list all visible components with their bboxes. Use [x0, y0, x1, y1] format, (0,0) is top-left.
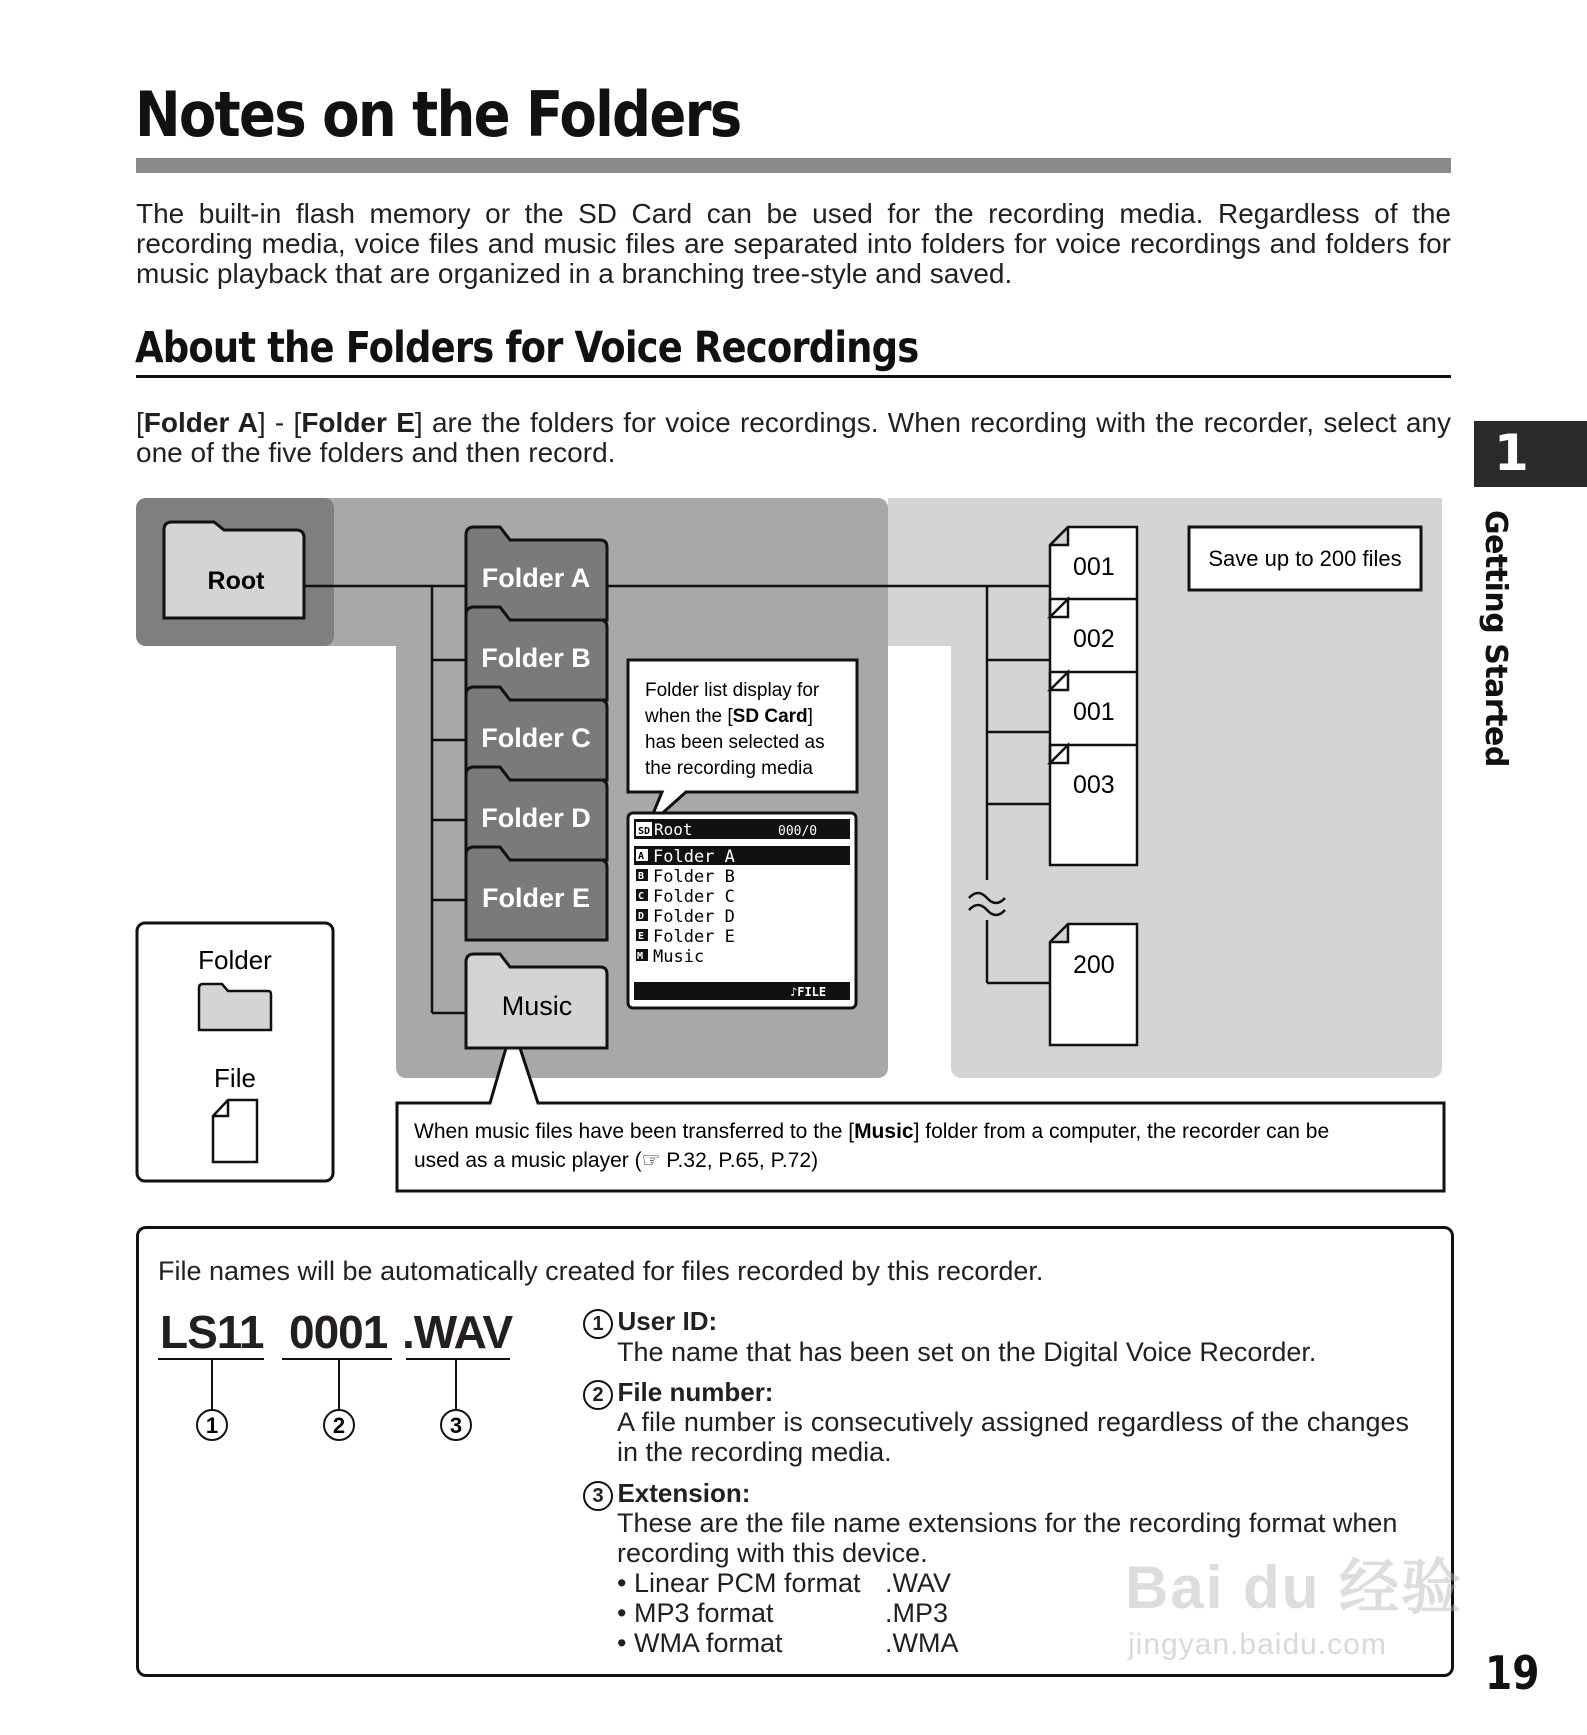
file-200-icon [1050, 924, 1137, 1045]
file-label-5: 200 [1073, 951, 1115, 979]
marker-2: 2 [332, 1413, 346, 1438]
music-folder-label: Music [501, 991, 573, 1021]
save-note-label: Save up to 200 files [1208, 546, 1402, 571]
chapter-number: 1 [1494, 424, 1529, 482]
watermark-brand: Bai du 经验 [1125, 1554, 1464, 1621]
legend-file-label: File [214, 1063, 256, 1093]
file-label-1: 001 [1073, 553, 1115, 581]
filename-part-userid: LS11 [160, 1306, 264, 1358]
item-1-title: User ID: [617, 1306, 718, 1336]
file-label-3: 001 [1073, 698, 1115, 726]
marker-1: 1 [205, 1413, 219, 1438]
lcd-display [628, 813, 856, 1008]
chapter-label: Getting Started [1478, 510, 1513, 767]
lcd-badge-e-text: E [638, 931, 645, 942]
format-row [617, 1568, 959, 1598]
page-number: 19 [1485, 1646, 1540, 1700]
format-row [617, 1628, 959, 1658]
item-extension-head [583, 1478, 750, 1511]
music-note-line-2: used as a music player (☞ P.32, P.65, P.72) [414, 1149, 819, 1172]
item-3-number: 3 [583, 1481, 613, 1511]
lcd-row-folder-b: Folder B [653, 867, 735, 887]
format-row [617, 1598, 959, 1628]
lcd-badge-a-text: A [638, 851, 645, 862]
folder-a-label: Folder A [481, 563, 591, 593]
folder-a-ref: Folder A [143, 407, 258, 438]
file-label-2: 002 [1073, 625, 1115, 653]
format-ext: .WAV [885, 1568, 951, 1598]
lcd-footer-label: ♪FILE [790, 985, 827, 999]
item-userid-head [583, 1306, 717, 1339]
lcd-row-folder-d: Folder D [653, 907, 735, 927]
section-paragraph: [Folder A] - [Folder E] are the folders for voice recordings. When recording with the recorder, select any one of the five folders and then record. [136, 407, 1451, 468]
music-note-line-1: When music files have been transferred to the [Music] folder from a computer, the recorder can be [414, 1120, 1330, 1143]
item-3-title: Extension: [617, 1478, 751, 1508]
callout-line-2: when the [SD Card] [645, 706, 813, 727]
lcd-row-folder-a: Folder A [653, 847, 735, 867]
lcd-row-music: Music [653, 947, 705, 967]
watermark-url: jingyan.baidu.com [1128, 1628, 1387, 1661]
lcd-header-title: Root [654, 820, 693, 839]
legend-folder-label: Folder [198, 945, 272, 975]
format-ext: .MP3 [885, 1598, 949, 1628]
filename-part-extension: .WAV [402, 1306, 513, 1358]
item-2-number: 2 [583, 1380, 613, 1410]
lcd-badge-c-text: C [638, 891, 645, 902]
filename-intro: File names will be automatically created for files recorded by this recorder. [158, 1256, 1044, 1286]
filename-part-number: 0001 [289, 1306, 388, 1358]
lcd-row-folder-c: Folder C [653, 887, 735, 907]
folder-e-label: Folder E [481, 883, 591, 913]
folder-d-label: Folder D [481, 803, 591, 833]
callout-line-1: Folder list display for [645, 680, 820, 701]
lcd-badge-d-text: D [638, 911, 645, 922]
callout-line-3: has been selected as [645, 732, 825, 753]
folder-e [466, 847, 607, 940]
lcd-sd-label: SD [638, 826, 651, 837]
format-ext: .WMA [885, 1628, 959, 1658]
item-2-title: File number: [617, 1377, 774, 1407]
lcd-row-folder-e: Folder E [653, 927, 735, 947]
folder-e-ref: Folder E [301, 407, 415, 438]
callout-line-4: the recording media [645, 758, 813, 779]
item-1-number: 1 [583, 1309, 613, 1339]
section-title: About the Folders for Voice Recordings [135, 323, 919, 373]
folder-c-label: Folder C [481, 723, 591, 753]
page-title: Notes on the Folders [135, 78, 741, 151]
item-filenumber-head [583, 1377, 773, 1410]
legend-file-icon [213, 1100, 257, 1162]
item-3-text: These are the file name extensions for the recording format when recording with this device. [617, 1508, 1398, 1568]
item-2-text: A file number is consecutively assigned regardless of the changes in the recording media. [617, 1407, 1409, 1467]
lcd-badge-b-text: B [638, 871, 645, 882]
legend-folder-icon [199, 984, 271, 1030]
format-name: • Linear PCM format [617, 1568, 861, 1598]
item-1-text: The name that has been set on the Digital Voice Recorder. [617, 1337, 1317, 1367]
lcd-header-counter: 000/0 [778, 824, 818, 839]
intro-paragraph: The built-in flash memory or the SD Card can be used for the recording media. Regardless of the recording media, voice files and music files are separated into folders for voice recordings and folders for music playback that are organized in a branching tree-style and saved. [136, 198, 1451, 289]
format-name: • MP3 format [617, 1598, 774, 1628]
format-name: • WMA format [617, 1628, 783, 1658]
file-label-4: 003 [1073, 771, 1115, 799]
format-list [617, 1568, 959, 1658]
filename-markers [0, 1300, 560, 1450]
folder-b-label: Folder B [481, 643, 591, 673]
root-label: Root [207, 567, 265, 595]
lcd-badge-m-text: M [637, 951, 644, 962]
marker-3: 3 [449, 1413, 463, 1438]
